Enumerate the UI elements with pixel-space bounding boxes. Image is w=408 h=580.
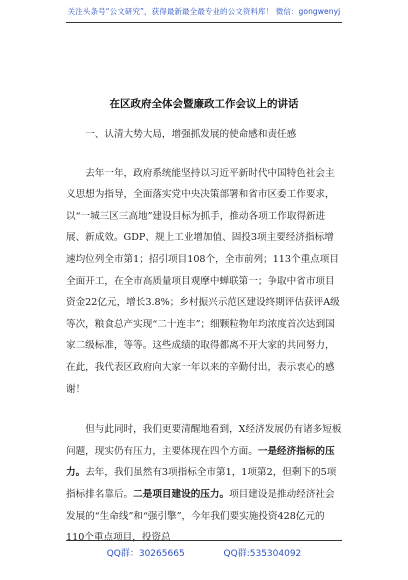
- section-heading: 一、认清大势大局，增强抓发展的使命感和责任感: [85, 129, 297, 140]
- paragraph-2: [66, 419, 342, 549]
- document-title: 在区政府全体会暨廉政工作会议上的讲话: [109, 98, 299, 110]
- paragraph-2-text-3: 项目建设是推动经济社会发展的“生命线”和“强引擎”，今年我们要实施投资428亿元的110个重点项目，投资总: [66, 488, 335, 544]
- paragraph-2-bold-2: 二是项目建设的压力。: [133, 488, 230, 500]
- footer-qq-group-2[interactable]: QQ群:535304092: [223, 549, 302, 559]
- paragraph-2-text-2: 去年，我们虽然有3项指标全市第1，1项第2，但剩下的5项指标排名靠后。: [66, 467, 337, 500]
- header-divider: [66, 22, 342, 23]
- footer-divider: [66, 540, 342, 541]
- document-body: [66, 124, 342, 549]
- paragraph-2-text-1: 但与此同时，我们更要清醒地看到，X经济发展仍有诸多短板问题，现实仍有压力，主要体现在四个方面。: [66, 424, 342, 457]
- footer-qq-group-1[interactable]: QQ群：30265665: [106, 549, 185, 559]
- footer: [0, 546, 408, 559]
- paragraph-2-bold-1: 一是经济指标的压力。: [66, 445, 335, 479]
- paragraph-1: 去年一年，政府系统能坚持以习近平新时代中国特色社会主义思想为指导，全面落实党中央决策部署和省市区委工作要求，以“一城三区三高地”建设目标为抓手，推动各项工作取得新进展、新成效。GDP、规上工业增加值、固投3项主要经济指标增速均位列全市第1；招引项目108个，全市前列；113个重点项目全面开工，在全市高质量项目观摩中蝉联第一；争取中省市项目资金22亿元，增长3.8%；乡村振兴示范区建设终期评估获评A级等次，粮食总产实现“二十连丰”；细颗粒物年均浓度首次达到国家二级标准，等等。这些成绩的取得都离不开大家的共同努力，在此，我代表区政府向大家一年以来的辛勤付出，表示衷心的感谢！: [66, 167, 340, 395]
- paragraph-gap: [66, 400, 342, 419]
- header-banner: 关注头条号“公文研究”，获得最新最全最专业的公文资料库！ 微信：gongwenyj: [67, 7, 341, 16]
